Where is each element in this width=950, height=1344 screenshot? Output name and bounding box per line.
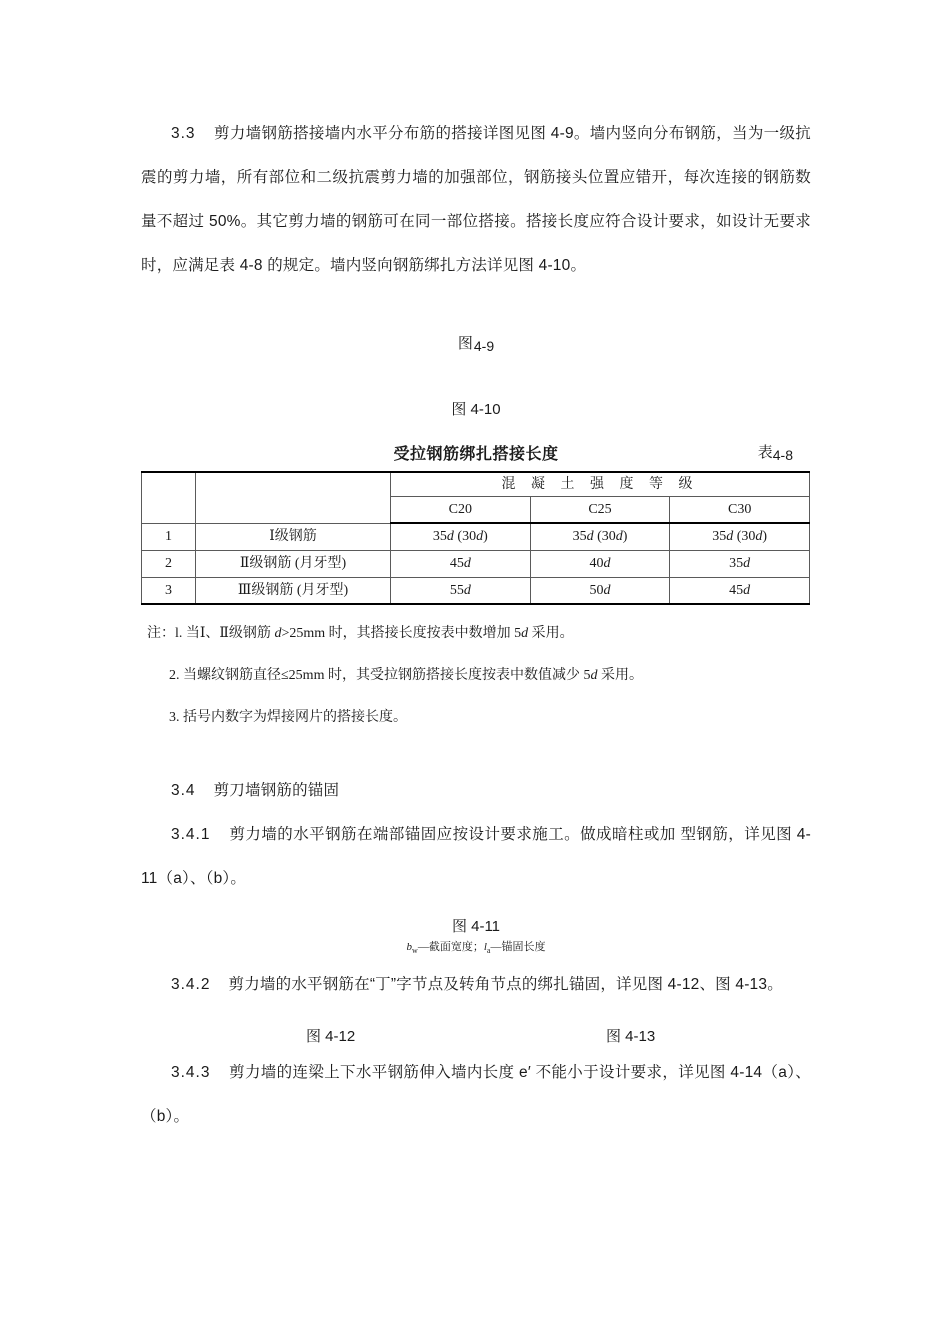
header-cell-c20: C20 bbox=[391, 496, 531, 523]
spacer-before-3-4-2 bbox=[141, 955, 811, 963]
section-3-4-2-text: 剪力墙的水平钢筋在“丁”字节点及转角节点的绑扎锚固，详见图 4-12、图 4-13。 bbox=[228, 976, 783, 994]
header-cell-type bbox=[196, 472, 391, 523]
spacer-after-table bbox=[141, 605, 811, 613]
table-row bbox=[142, 550, 810, 577]
section-number-3-3: 3.3 bbox=[171, 125, 196, 142]
paragraph-section-3-4-1 bbox=[141, 813, 811, 901]
cell-row1-c30: 35d (30d) bbox=[670, 523, 810, 550]
figure-caption-4-10: 图 4-10 bbox=[451, 401, 501, 418]
legend-symbol-bw: b bbox=[406, 941, 413, 953]
legend-subscript-w: w bbox=[412, 946, 418, 956]
figure-4-9-number: 4-9 bbox=[473, 338, 495, 354]
cell-row1-c25: 35d (30d) bbox=[530, 523, 670, 550]
table-header-row-group bbox=[142, 472, 810, 496]
heading-section-3-4 bbox=[141, 769, 811, 813]
page-content bbox=[141, 0, 811, 1139]
section-number-3-4: 3.4 bbox=[171, 782, 196, 799]
figure-caption-pair bbox=[141, 1025, 811, 1051]
table-note-2: 2. 当螺纹钢筋直径≤25mm 时，其受拉钢筋搭接长度按表中数值减少 5d 采用。 bbox=[169, 668, 643, 683]
table-4-8 bbox=[141, 471, 810, 605]
figure-caption-4-11: 图 4-11 bbox=[451, 918, 501, 935]
table-note-3: 3. 括号内数字为焊接网片的搭接长度。 bbox=[169, 710, 407, 725]
section-3-4-1-text: 剪力墙的水平钢筋在端部锚固应按设计要求施工。做成暗柱或加 型钢筋，详见图 4-11（a）、（b）。 bbox=[141, 826, 811, 887]
table-4-8-title-row bbox=[141, 441, 811, 471]
figure-caption-4-12: 图 4-12 bbox=[306, 1028, 356, 1046]
header-cell-c30: C30 bbox=[670, 496, 810, 523]
section-number-3-4-2: 3.4.2 bbox=[171, 976, 211, 994]
paragraph-section-3-4-3 bbox=[141, 1051, 811, 1139]
section-number-3-4-1: 3.4.1 bbox=[171, 826, 211, 843]
figure-4-9-image-area bbox=[141, 288, 811, 332]
figure-4-12-4-13-image-area bbox=[141, 1007, 811, 1025]
paragraph-section-3-4-2 bbox=[141, 963, 811, 1007]
cell-row2-c30: 35d bbox=[670, 550, 810, 577]
figure-caption-4-13: 图 4-13 bbox=[606, 1028, 656, 1046]
figure-4-10-image-area bbox=[141, 354, 811, 398]
section-number-3-4-3: 3.4.3 bbox=[171, 1064, 211, 1082]
header-cell-c25: C25 bbox=[530, 496, 670, 523]
cell-row1-type: Ⅰ级钢筋 bbox=[196, 523, 391, 550]
figure-caption-4-9 bbox=[141, 332, 811, 354]
paragraph-section-3-3 bbox=[141, 112, 811, 288]
table-number-value: 4-8 bbox=[772, 447, 793, 463]
table-4-8-title: 受拉钢筋绑扎搭接长度 bbox=[393, 446, 559, 463]
legend-text-bw: —截面宽度； bbox=[417, 941, 484, 953]
cell-row3-c20: 55d bbox=[391, 577, 531, 604]
table-row bbox=[142, 523, 810, 550]
top-margin-spacer bbox=[141, 0, 811, 112]
spacer-before-table-title bbox=[141, 419, 811, 441]
table-row bbox=[142, 577, 810, 604]
header-cell-concrete-grade: 混 凝 土 强 度 等 级 bbox=[391, 472, 810, 496]
cell-row2-no: 2 bbox=[142, 550, 196, 577]
table-4-8-number bbox=[758, 441, 793, 463]
section-3-4-3-text: 剪力墙的连梁上下水平钢筋伸入墙内长度 e′ 不能小于设计要求，详见图 4-14（a）、（b）。 bbox=[141, 1064, 811, 1126]
cell-row1-c20: 35d (30d) bbox=[391, 523, 531, 550]
cell-row2-c25: 40d bbox=[530, 550, 670, 577]
figure-4-9-prefix: 图 bbox=[457, 335, 473, 352]
table-note-1: 注：l. 当Ⅰ、Ⅱ级钢筋 d>25mm 时，其搭接长度按表中数增加 5d 采用。 bbox=[147, 626, 574, 641]
table-number-prefix: 表 bbox=[757, 444, 773, 461]
legend-symbol-la: l bbox=[483, 941, 487, 953]
legend-subscript-a: a bbox=[486, 946, 491, 956]
cell-row3-no: 3 bbox=[142, 577, 196, 604]
section-3-3-text: 剪力墙钢筋搭接墙内水平分布筋的搭接详图见图 4-9。墙内竖向分布钢筋，当为一级抗震的剪力墙，所有部位和二级抗震剪力墙的加强部位，钢筋接头位置应错开，每次连接的钢筋数量不超过 50%。其它剪力墙的钢筋可在同一部位搭接。搭接长度应符合设计要求，如设计无要求时，应满足表 4-8 的规定。墙内竖向钢筋绑扎方法详见图 4-10。 bbox=[141, 125, 811, 274]
cell-row1-no: 1 bbox=[142, 523, 196, 550]
spacer-before-section-3-4 bbox=[141, 739, 811, 769]
legend-text-la: —锚固长度 bbox=[490, 941, 546, 953]
cell-row3-c30: 45d bbox=[670, 577, 810, 604]
cell-row2-c20: 45d bbox=[391, 550, 531, 577]
header-cell-no bbox=[142, 472, 196, 523]
cell-row3-c25: 50d bbox=[530, 577, 670, 604]
cell-row2-type: Ⅱ级钢筋 (月牙型) bbox=[196, 550, 391, 577]
section-3-4-title: 剪刀墙钢筋的锚固 bbox=[213, 782, 340, 799]
figure-4-11-legend bbox=[141, 936, 811, 955]
cell-row3-type: Ⅲ级钢筋 (月牙型) bbox=[196, 577, 391, 604]
figure-4-11-image-area bbox=[141, 901, 811, 915]
